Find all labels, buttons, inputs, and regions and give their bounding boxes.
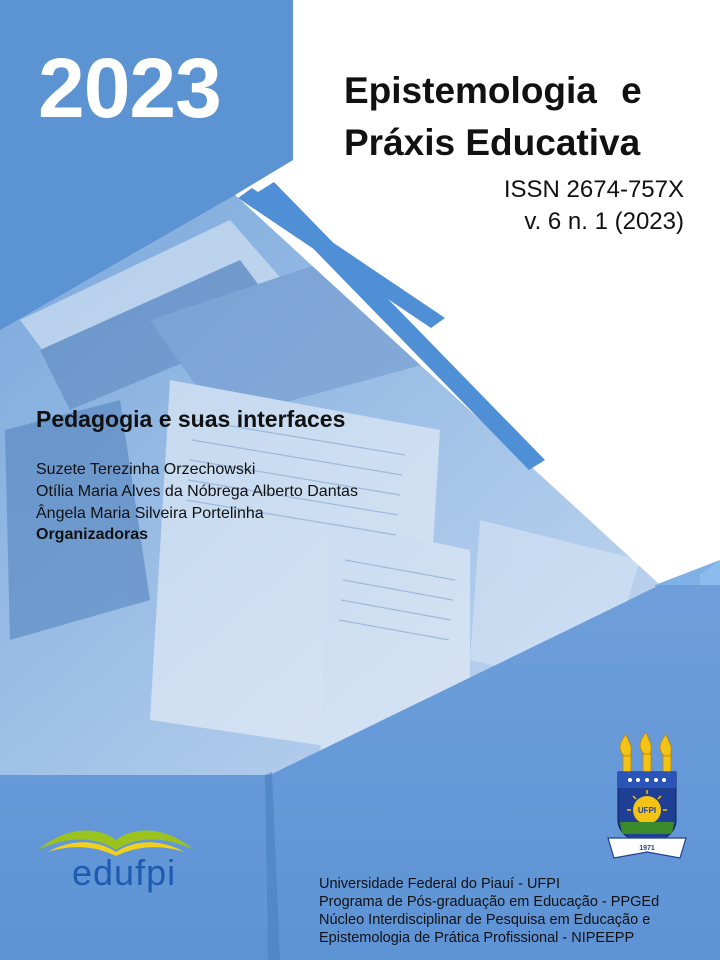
organizer-name: Suzete Terezinha Orzechowski — [36, 461, 256, 478]
ufpi-emblem-icon — [606, 734, 688, 862]
institution-line: Epistemologia de Prática Profissional - NIPEEPP — [319, 930, 635, 946]
emblem-ribbon-text: 1971 — [639, 845, 655, 852]
journal-title-line-2: Práxis Educativa — [344, 122, 641, 163]
institution-line: Universidade Federal do Piauí - UFPI — [319, 876, 560, 892]
year-label: 2023 — [38, 41, 221, 135]
edufpi-logo-text: edufpi — [72, 852, 177, 893]
issn-label: ISSN 2674-757X — [503, 176, 684, 203]
emblem-top-text: UFPI — [637, 806, 657, 815]
organizer-name: Otília Maria Alves da Nóbrega Alberto Dantas — [36, 483, 358, 500]
journal-title-line-1: Epistemologia e — [344, 70, 642, 111]
organizers-role: Organizadoras — [36, 526, 149, 543]
volume-label: v. 6 n. 1 (2023) — [524, 208, 684, 235]
organizer-name: Ângela Maria Silveira Portelinha — [36, 505, 264, 522]
institution-line: Núcleo Interdisciplinar de Pesquisa em Educação e — [319, 912, 651, 928]
institution-line: Programa de Pós-graduação em Educação - PPGEd — [319, 894, 660, 910]
issue-subtitle: Pedagogia e suas interfaces — [36, 406, 346, 432]
